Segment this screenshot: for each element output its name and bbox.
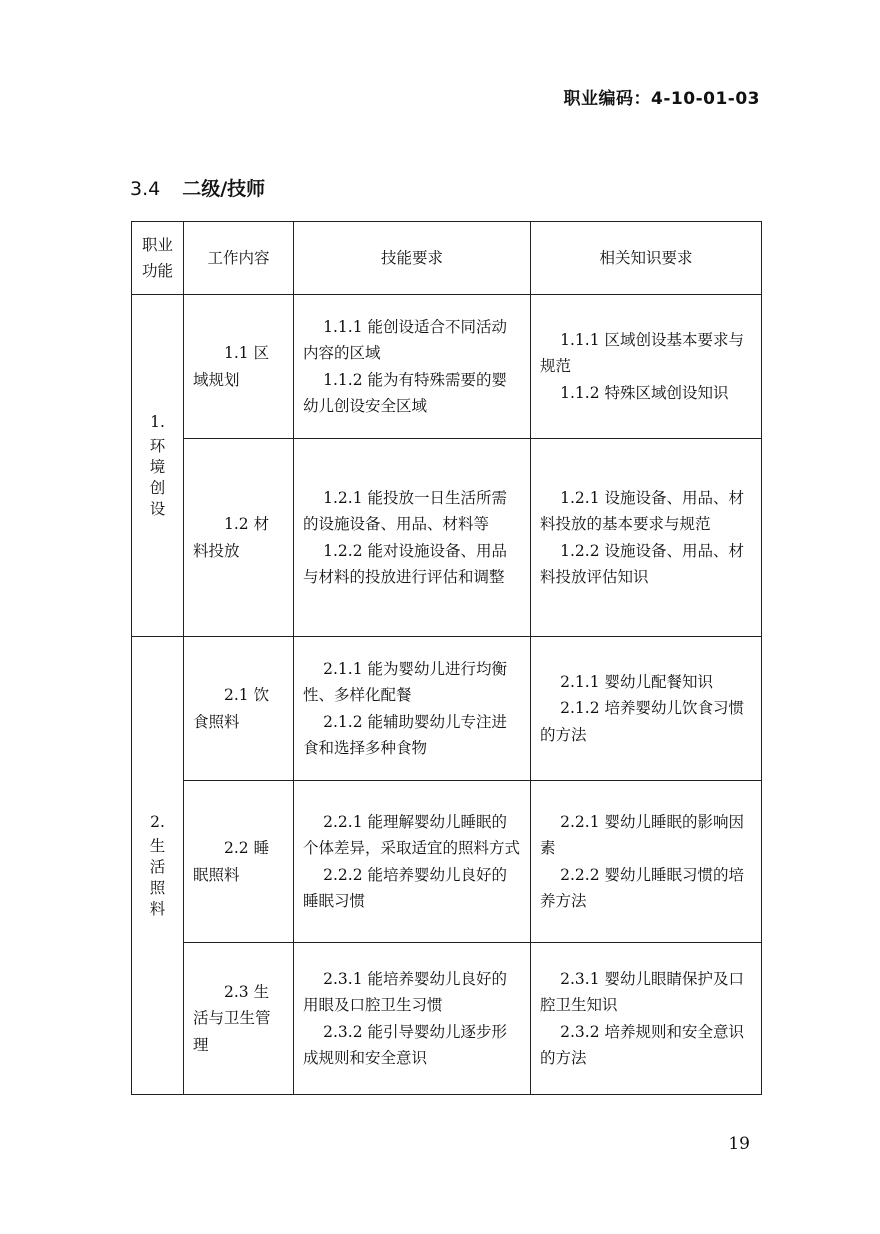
function-name: 生活照料: [149, 836, 166, 918]
content-cell: 1.2 材料投放: [184, 439, 294, 637]
skill-standards-table: [131, 221, 762, 1095]
knowledge-cell: 1.2.1 设施设备、用品、材料投放的基本要求与规范 1.2.2 设施设备、用品、材料投放评估知识: [531, 439, 762, 637]
header-knowledge: 相关知识要求: [531, 222, 762, 295]
content-cell: 2.3 生活与卫生管理: [184, 943, 294, 1095]
skills-cell: 2.3.1 能培养婴幼儿良好的用眼及口腔卫生习惯 2.3.2 能引导婴幼儿逐步形成规则和安全意识: [294, 943, 531, 1095]
header-skills: 技能要求: [294, 222, 531, 295]
header-content: 工作内容: [184, 222, 294, 295]
function-name: 环境创设: [149, 436, 166, 518]
section-title: [130, 174, 265, 201]
function-cell-2: [132, 637, 184, 1095]
knowledge-cell: 2.1.1 婴幼儿配餐知识 2.1.2 培养婴幼儿饮食习惯的方法: [531, 637, 762, 781]
skills-cell: 1.1.1 能创设适合不同活动内容的区域 1.1.2 能为有特殊需要的婴幼儿创设安全区域: [294, 295, 531, 439]
table-row: [132, 295, 762, 439]
header-function: 职业功能: [132, 222, 184, 295]
skills-cell: 2.1.1 能为婴幼儿进行均衡性、多样化配餐 2.1.2 能辅助婴幼儿专注进食和选择多种食物: [294, 637, 531, 781]
knowledge-cell: 2.2.1 婴幼儿睡眠的影响因素 2.2.2 婴幼儿睡眠习惯的培养方法: [531, 781, 762, 943]
table-row: [132, 943, 762, 1095]
function-cell-1: [132, 295, 184, 637]
skills-cell: 2.2.1 能理解婴幼儿睡眠的个体差异，采取适宜的照料方式 2.2.2 能培养婴幼儿良好的睡眠习惯: [294, 781, 531, 943]
occupation-code: 职业编码：4-10-01-03: [563, 89, 760, 109]
content-cell: 2.1 饮食照料: [184, 637, 294, 781]
knowledge-cell: 1.1.1 区域创设基本要求与规范 1.1.2 特殊区域创设知识: [531, 295, 762, 439]
knowledge-cell: 2.3.1 婴幼儿眼睛保护及口腔卫生知识 2.3.2 培养规则和安全意识的方法: [531, 943, 762, 1095]
section-number: 3.4: [130, 178, 161, 200]
table-row: [132, 637, 762, 781]
table-row: [132, 781, 762, 943]
page-number: 19: [728, 1134, 750, 1154]
section-name: 二级/技师: [182, 178, 266, 200]
function-number: 1.: [150, 413, 165, 431]
skills-cell: 1.2.1 能投放一日生活所需的设施设备、用品、材料等 1.2.2 能对设施设备、用品与材料的投放进行评估和调整: [294, 439, 531, 637]
content-cell: 2.2 睡眠照料: [184, 781, 294, 943]
function-number: 2.: [150, 813, 165, 831]
content-cell: 1.1 区域规划: [184, 295, 294, 439]
table-header-row: [132, 222, 762, 295]
table-row: [132, 439, 762, 637]
